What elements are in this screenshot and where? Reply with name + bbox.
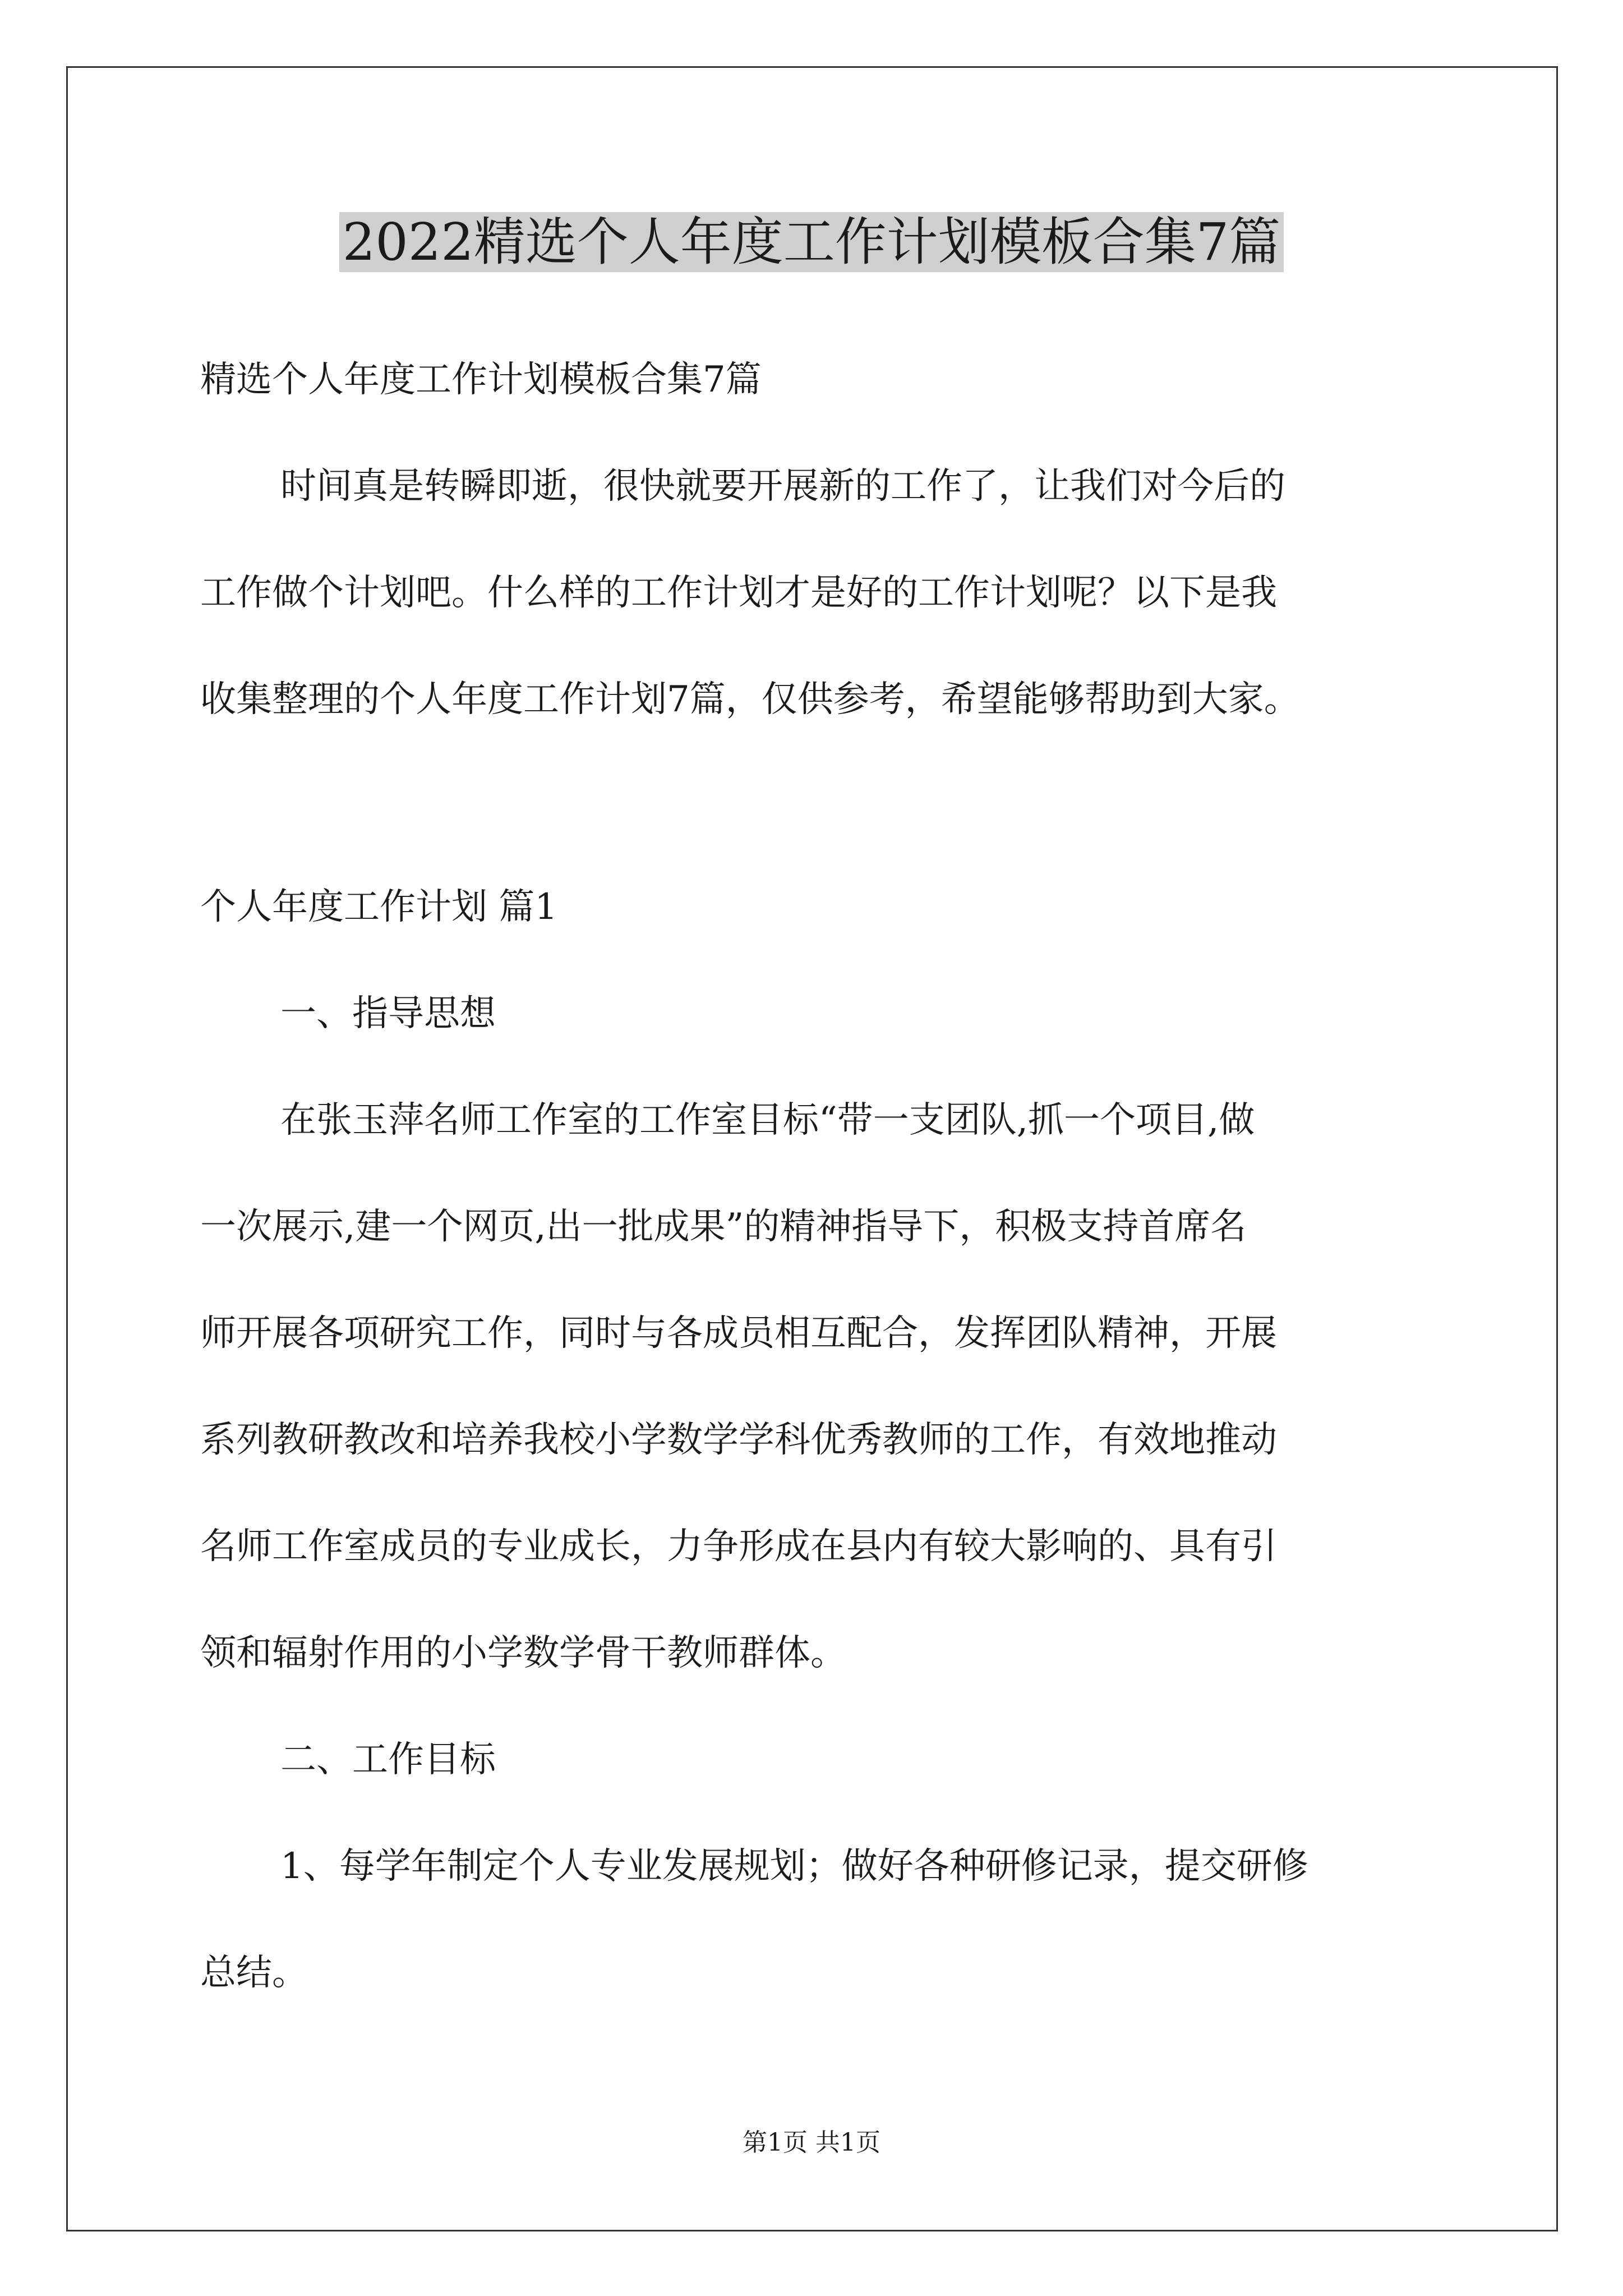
paragraph-1-line-6: 领和辐射作用的小学数学骨干教师群体。 bbox=[200, 1632, 846, 1674]
document-title-text: 2022精选个人年度工作计划模板合集7篇 bbox=[339, 212, 1284, 272]
heading-work-goals: 二、工作目标 bbox=[280, 1739, 496, 1780]
intro-line-1: 时间真是转瞬即逝，很快就要开展新的工作了，让我们对今后的 bbox=[280, 466, 1285, 507]
heading-guiding-thought: 一、指导思想 bbox=[280, 993, 496, 1034]
paragraph-1-line-2: 一次展示,建一个网页,出一批成果”的精神指导下，积极支持首席名 bbox=[200, 1206, 1247, 1248]
section-heading: 个人年度工作计划 篇1 bbox=[200, 886, 558, 928]
paragraph-1-line-1: 在张玉萍名师工作室的工作室目标“带一支团队,抓一个项目,做 bbox=[280, 1099, 1255, 1141]
paragraph-1-line-3: 师开展各项研究工作，同时与各成员相互配合，发挥团队精神，开展 bbox=[200, 1313, 1277, 1354]
page-number: 第1页 共1页 bbox=[743, 2128, 880, 2157]
paragraph-1-line-5: 名师工作室成员的专业成长，力争形成在县内有较大影响的、具有引 bbox=[200, 1526, 1277, 1567]
paragraph-2-line-1: 1、每学年制定个人专业发展规划；做好各种研修记录，提交研修 bbox=[280, 1846, 1308, 1887]
document-subtitle: 精选个人年度工作计划模板合集7篇 bbox=[200, 359, 762, 401]
document-title bbox=[0, 203, 1623, 282]
paragraph-2-line-2: 总结。 bbox=[200, 1952, 308, 1994]
paragraph-1-line-4: 系列教研教改和培养我校小学数学学科优秀教师的工作，有效地推动 bbox=[200, 1419, 1277, 1461]
intro-line-3: 收集整理的个人年度工作计划7篇，仅供参考，希望能够帮助到大家。 bbox=[200, 679, 1300, 720]
intro-line-2: 工作做个计划吧。什么样的工作计划才是好的工作计划呢？以下是我 bbox=[200, 572, 1277, 614]
